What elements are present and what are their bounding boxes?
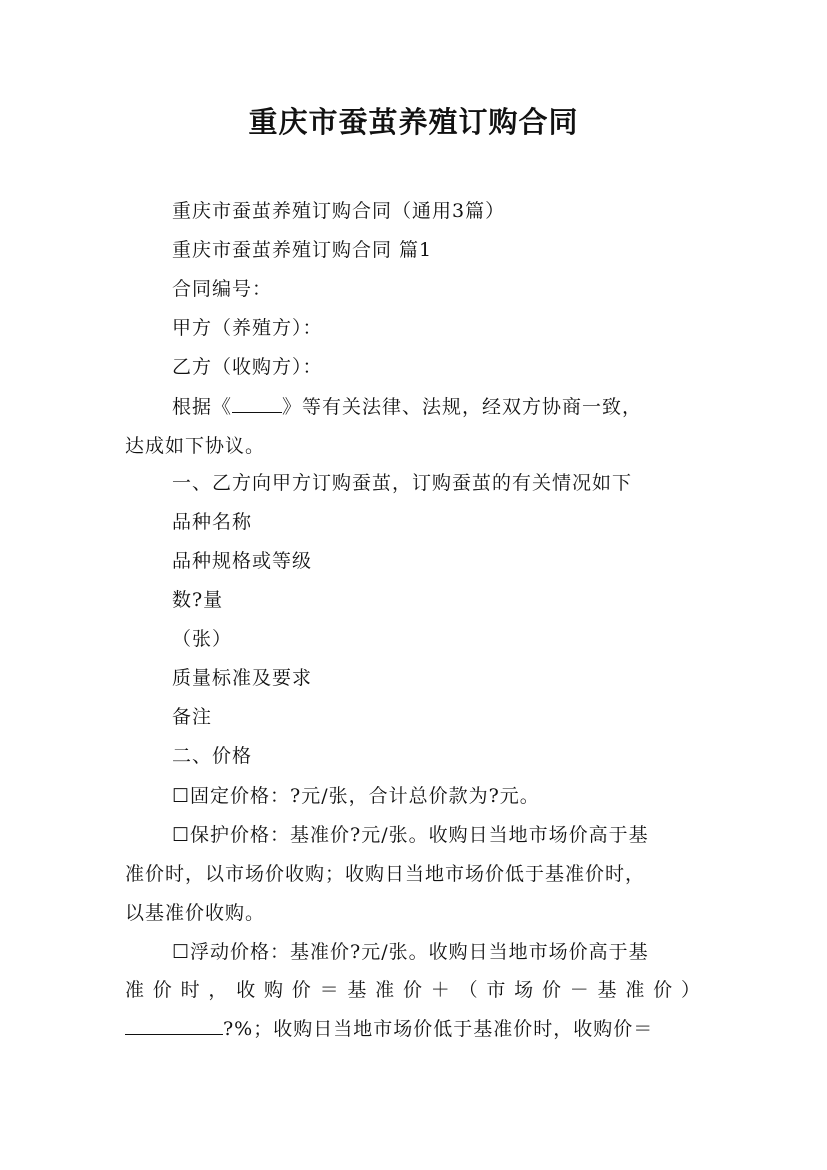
table-header-quantity: 数?量 xyxy=(172,589,224,611)
section-2-heading: 二、价格 xyxy=(172,745,253,767)
table-header-quantity-unit: （张） xyxy=(172,628,233,650)
float-price-line-3-text: ?%；收购日当地市场价低于基准价时，收购价＝ xyxy=(223,1018,654,1040)
float-price-line-2-char: 购 xyxy=(263,979,283,1001)
table-header-remarks: 备注 xyxy=(172,706,213,728)
float-price-line-2-char: － xyxy=(569,979,589,1001)
float-price-line-2-char: ＝ xyxy=(319,979,339,1001)
float-price-line-2 xyxy=(125,977,700,1003)
basis-end-text: 》等有关法律、法规，经双方协商一致， xyxy=(282,396,643,418)
float-price-line-2-char: 准 xyxy=(625,979,645,1001)
basis-start-text: 根据《 xyxy=(172,396,233,418)
float-price-line-3 xyxy=(125,1016,653,1042)
float-price-line-2-char: 场 xyxy=(514,979,534,1001)
table-header-spec: 品种规格或等级 xyxy=(172,550,313,572)
party-a-label: 甲方（养殖方）： xyxy=(172,317,323,339)
float-price-line-2-char: ， xyxy=(208,979,228,1001)
table-header-variety: 品种名称 xyxy=(172,511,253,533)
float-price-line-2-char: （ xyxy=(458,979,478,1001)
document-subtitle: 重庆市蚕茧养殖订购合同（通用3篇） xyxy=(172,200,506,222)
float-price-line-2-char: 市 xyxy=(486,979,506,1001)
float-price-line-2-char: 价 xyxy=(152,979,172,1001)
float-price-line-2-char: ） xyxy=(680,979,700,1001)
float-price-line-2-char: 时 xyxy=(180,979,200,1001)
float-price-line-1: ☐浮动价格：基准价?元/张。收购日当地市场价高于基 xyxy=(172,941,649,963)
float-price-line-2-char: 价 xyxy=(291,979,311,1001)
part-heading: 重庆市蚕茧养殖订购合同 篇1 xyxy=(172,239,433,261)
section-1-heading: 一、乙方向甲方订购蚕茧，订购蚕茧的有关情况如下 xyxy=(172,472,633,494)
protect-price-line-3: 以基准价收购。 xyxy=(125,902,266,924)
basis-paragraph-line-2: 达成如下协议。 xyxy=(125,435,266,457)
float-price-line-2-char: 价 xyxy=(541,979,561,1001)
float-price-line-2-char: 基 xyxy=(597,979,617,1001)
float-price-line-2-char: 准 xyxy=(125,979,145,1001)
protect-price-line-1: ☐保护价格：基准价?元/张。收购日当地市场价高于基 xyxy=(172,824,649,846)
percentage-blank xyxy=(125,1016,223,1035)
document-title: 重庆市蚕茧养殖订购合同 xyxy=(248,105,579,139)
float-price-line-2-char: 收 xyxy=(236,979,256,1001)
float-price-line-2-char: ＋ xyxy=(430,979,450,1001)
protect-price-line-2: 准价时，以市场价收购；收购日当地市场价低于基准价时， xyxy=(125,863,646,885)
contract-number-label: 合同编号： xyxy=(172,278,273,300)
float-price-line-2-char: 基 xyxy=(347,979,367,1001)
float-price-line-2-char: 价 xyxy=(653,979,673,1001)
party-b-label: 乙方（收购方）： xyxy=(172,356,323,378)
float-price-line-2-char: 准 xyxy=(375,979,395,1001)
law-name-blank xyxy=(232,394,282,413)
basis-paragraph-line-1 xyxy=(172,394,642,420)
table-header-quality: 质量标准及要求 xyxy=(172,667,313,689)
float-price-line-2-char: 价 xyxy=(402,979,422,1001)
fixed-price-option: ☐固定价格：?元/张，合计总价款为?元。 xyxy=(172,785,540,807)
